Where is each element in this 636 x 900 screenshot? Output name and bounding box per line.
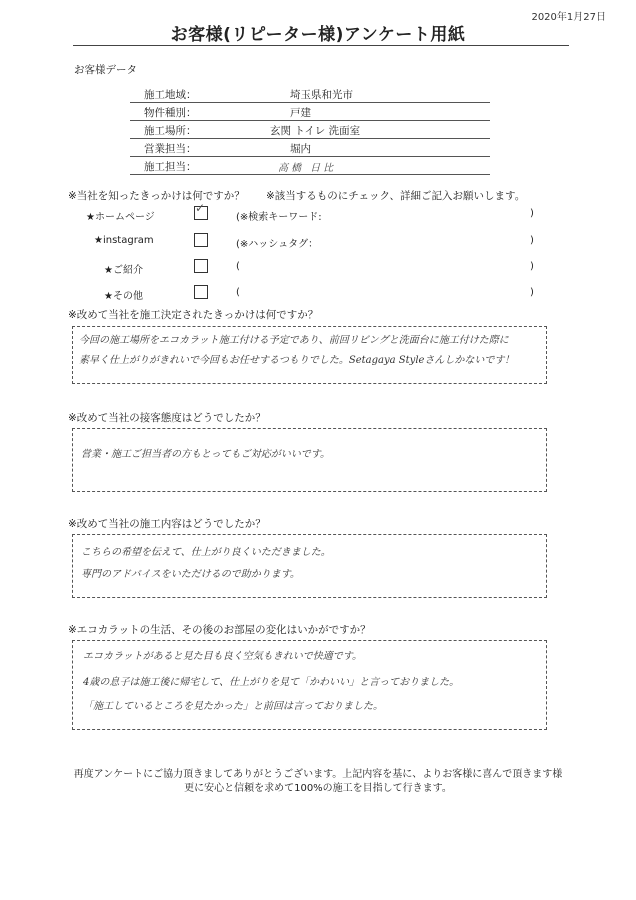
info-value: 堀内	[290, 143, 311, 155]
footer-message-line: 更に安心と信頼を求めて100%の施工を目指して行きます。	[184, 783, 452, 794]
answer-line: 「施工しているところを見たかった」と前回は言っておりました。	[83, 701, 383, 712]
q5-answer-box	[72, 640, 547, 730]
option-referral-label: ★ご紹介	[104, 265, 143, 276]
option-homepage-checkbox[interactable]	[194, 201, 208, 220]
info-value: 埼玉県和光市	[290, 89, 353, 101]
option-instagram-detail: (※ハッシュタグ：	[236, 239, 319, 250]
q4-question: ※改めて当社の施工内容はどうでしたか？	[68, 518, 266, 530]
option-other-detail: (	[236, 287, 240, 298]
answer-line: 素早く仕上がりがきれいで今回もお任せするつもりでした。Setagaya Styleさんしかないです！	[79, 355, 515, 366]
info-label: 物件種別：	[144, 107, 197, 119]
answer-line: 営業・施工ご担当者の方もとってもご対応がいいです。	[81, 449, 330, 460]
option-instagram-checkbox[interactable]	[194, 233, 208, 247]
check-mark-icon: ✓	[195, 201, 206, 215]
answer-line: こちらの希望を伝えて、仕上がり良くいただきました。	[81, 547, 331, 558]
option-other-label: ★その他	[104, 291, 143, 302]
option-homepage-label: ★ホームページ	[86, 212, 155, 223]
info-value: 戸建	[290, 107, 311, 119]
option-referral-detail: (	[236, 261, 240, 272]
footer-message-line: 再度アンケートにご協力頂きましてありがとうございます。上記内容を基に、よりお客様に喜んで頂きます様	[73, 769, 563, 780]
answer-line: 今回の施工場所をエコカラット施工付ける予定であり、前回リビングと洗面台に施工付けた際に	[79, 335, 509, 346]
option-close-paren: )	[530, 261, 534, 272]
answer-line: 4歳の息子は施工後に帰宅して、仕上がりを見て「かわいい」と言っておりました。	[83, 677, 460, 688]
info-row-sales	[130, 140, 490, 157]
info-value: 玄関 トイレ 洗面室	[270, 125, 361, 137]
info-row-area	[130, 86, 490, 103]
option-referral-checkbox[interactable]	[194, 259, 208, 273]
q1-question: ※当社を知ったきっかけは何ですか？	[68, 190, 245, 202]
option-other-checkbox[interactable]	[194, 285, 208, 299]
q3-answer-box	[72, 428, 547, 492]
answer-line: エコカラットがあると見た目も良く空気もきれいで快適です。	[83, 651, 362, 662]
info-label: 施工担当：	[144, 161, 197, 173]
q5-question: ※エコカラットの生活、その後のお部屋の変化はいかがですか？	[68, 624, 371, 636]
option-homepage-detail: (※検索キーワード:	[236, 212, 322, 223]
q2-question: ※改めて当社を施工決定されたきっかけは何ですか？	[68, 309, 319, 321]
info-row-location	[130, 122, 490, 139]
option-instagram-label: ★instagram	[94, 235, 154, 246]
option-close-paren: )	[530, 287, 534, 298]
answer-line: 専門のアドバイスをいただけるので助かります。	[81, 569, 300, 580]
info-label: 施工場所：	[144, 125, 197, 137]
title-underline	[73, 45, 569, 46]
q4-answer-box	[72, 534, 547, 598]
page-title: お客様(リピーター様)アンケート用紙	[170, 25, 466, 45]
info-row-type	[130, 104, 490, 121]
q2-answer-box	[72, 326, 547, 384]
q1-instruction: ※該当するものにチェック、詳細ご記入お願いします。	[266, 190, 526, 202]
option-close-paren: )	[530, 235, 534, 246]
survey-date: 2020年1月27日	[531, 12, 606, 23]
option-close-paren: )	[530, 208, 534, 219]
customer-data-label: お客様データ	[74, 64, 137, 76]
q3-question: ※改めて当社の接客態度はどうでしたか？	[68, 412, 266, 424]
info-row-installer	[130, 158, 490, 175]
info-label: 営業担当：	[144, 143, 197, 155]
info-label: 施工地域：	[144, 89, 197, 101]
info-value-handwritten: 高橋 日比	[278, 163, 337, 174]
